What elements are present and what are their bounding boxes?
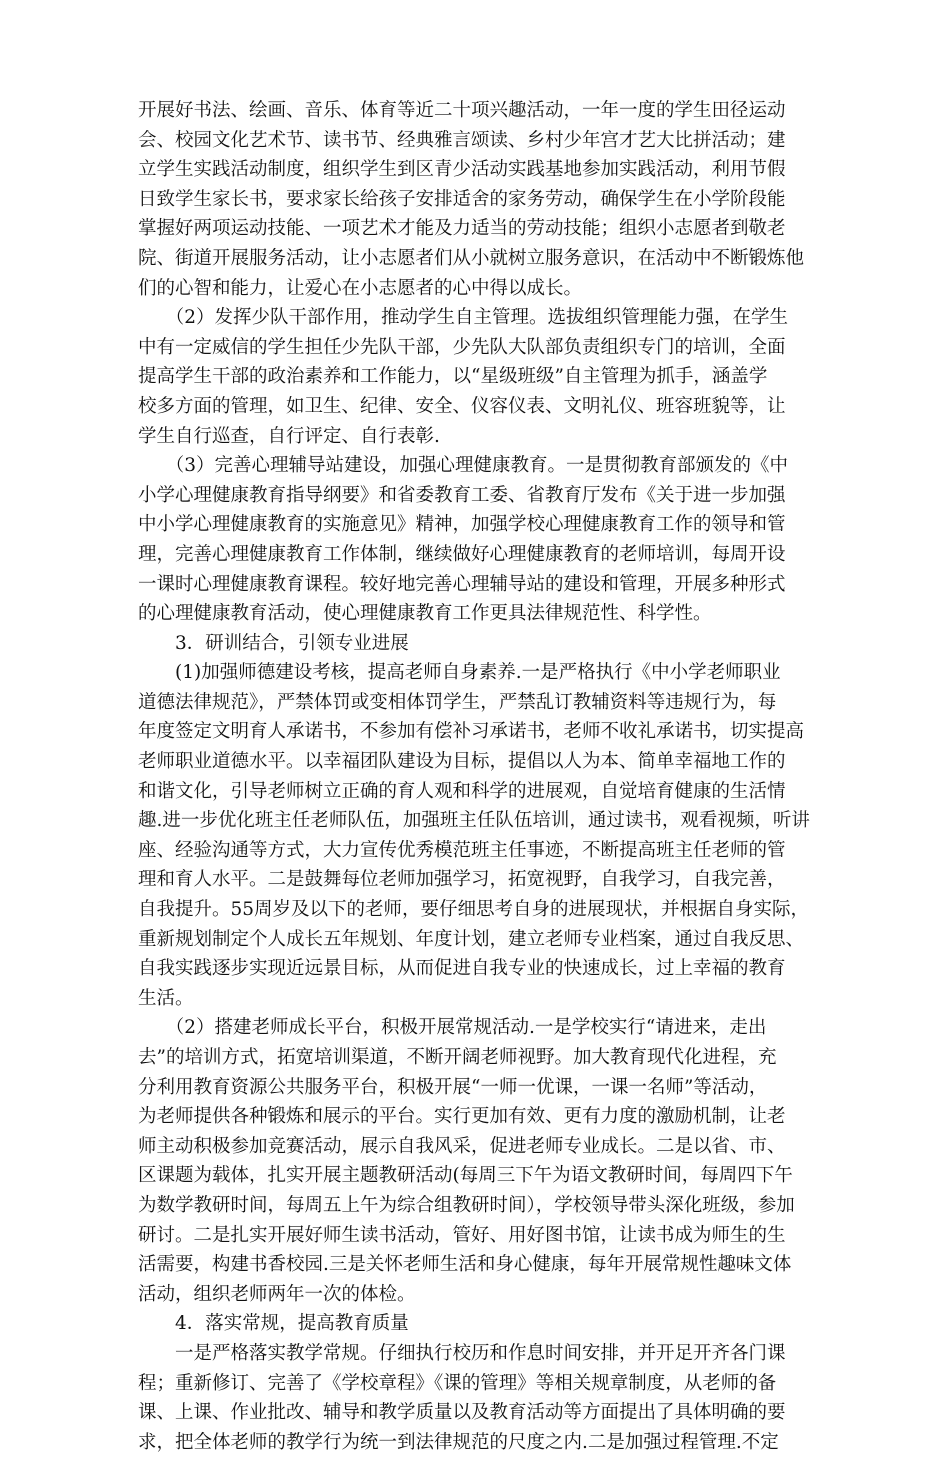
text-line: 年度签定文明育人承诺书，不参加有偿补习承诺书，老师不收礼承诺书，切实提高 bbox=[138, 721, 805, 743]
text-line: 活需要，构建书香校园.三是关怀老师生活和身心健康，每年开展常规性趣味文体 bbox=[138, 1254, 792, 1276]
document-body bbox=[138, 96, 828, 1457]
text-line: 学生自行巡查，自行评定、自行表彰. bbox=[138, 425, 440, 447]
text-line: 一是严格落实教学常规。仔细执行校历和作息时间安排，并开足开齐各门课 bbox=[138, 1342, 786, 1364]
text-line: 会、校园文化艺术节、读书节、经典雅言颂读、乡村少年宫才艺大比拼活动；建 bbox=[138, 129, 786, 151]
text-line: 中有一定威信的学生担任少先队干部，少先队大队部负责组织专门的培训，全面 bbox=[138, 336, 786, 358]
text-line: 提高学生干部的政治素养和工作能力，以“星级班级”自主管理为抓手，涵盖学 bbox=[138, 366, 768, 388]
text-line: 们的心智和能力，让爱心在小志愿者的心中得以成长。 bbox=[138, 277, 583, 299]
text-line: （2）搭建老师成长平台，积极开展常规活动.一是学校实行“请进来，走出 bbox=[138, 1017, 767, 1039]
text-line: 的心理健康教育活动，使心理健康教育工作更具法律规范性、科学性。 bbox=[138, 603, 712, 625]
text-line: 开展好书法、绘画、音乐、体育等近二十项兴趣活动，一年一度的学生田径运动 bbox=[138, 100, 786, 121]
text-line: 理，完善心理健康教育工作体制，继续做好心理健康教育的老师培训，每周开设 bbox=[138, 543, 786, 565]
text-line: 研讨。二是扎实开展好师生读书活动，管好、用好图书馆，让读书成为师生的生 bbox=[138, 1224, 786, 1246]
text-line: 立学生实践活动制度，组织学生到区青少活动实践基地参加实践活动，利用节假 bbox=[138, 159, 786, 181]
text-line: 为老师提供各种锻炼和展示的平台。实行更加有效、更有力度的激励机制，让老 bbox=[138, 1106, 786, 1128]
text-line: 小学心理健康教育指导纲要》和省委教育工委、省教育厅发布《关于进一步加强 bbox=[138, 484, 786, 506]
text-line: 院、街道开展服务活动，让小志愿者们从小就树立服务意识，在活动中不断锻炼他 bbox=[138, 247, 805, 269]
text-line: 师主动积极参加竞赛活动，展示自我风采，促进老师专业成长。二是以省、市、 bbox=[138, 1135, 786, 1157]
section-heading: 4．落实常规，提高教育质量 bbox=[138, 1313, 409, 1335]
text-line: 活动，组织老师两年一次的体检。 bbox=[138, 1283, 416, 1305]
text-line: 日致学生家长书，要求家长给孩子安排适舍的家务劳动，确保学生在小学阶段能 bbox=[138, 188, 786, 210]
text-line: 掌握好两项运动技能、一项艺术才能及力适当的劳动技能；组织小志愿者到敬老 bbox=[138, 218, 786, 240]
section-heading: 3．研训结合，引领专业进展 bbox=[138, 632, 409, 654]
text-line: 理和育人水平。二是鼓舞每位老师加强学习，拓宽视野，自我学习，自我完善， bbox=[138, 869, 786, 891]
text-line: 程；重新修订、完善了《学校章程》《课的管理》等相关规章制度，从老师的备 bbox=[138, 1372, 777, 1394]
text-line: 座、经验沟通等方式，大力宣传优秀模范班主任事迹，不断提高班主任老师的管 bbox=[138, 839, 786, 861]
text-line: 校多方面的管理，如卫生、纪律、安全、仪容仪表、文明礼仪、班容班貌等，让 bbox=[138, 395, 786, 417]
text-line: 分利用教育资源公共服务平台，积极开展“一师一优课，一课一名师”等活动， bbox=[138, 1076, 768, 1098]
text-line: 自我提升。55周岁及以下的老师，要仔细思考自身的进展现状，并根据自身实际， bbox=[138, 899, 810, 921]
text-line: 老师职业道德水平。以幸福团队建设为目标，提倡以人为本、简单幸福地工作的 bbox=[138, 751, 786, 773]
text-line: 去”的培训方式，拓宽培训渠道，不断开阔老师视野。加大教育现代化进程，充 bbox=[138, 1047, 777, 1068]
text-line: 一课时心理健康教育课程。较好地完善心理辅导站的建设和管理，开展多种形式 bbox=[138, 573, 786, 595]
text-line: 道德法律规范》，严禁体罚或变相体罚学生，严禁乱订教辅资料等违规行为，每 bbox=[138, 691, 777, 713]
text-line: 趣.进一步优化班主任老师队伍，加强班主任队伍培训，通过读书，观看视频，听讲 bbox=[138, 810, 810, 832]
text-line: 自我实践逐步实现近远景目标，从而促进自我专业的快速成长，过上幸福的教育 bbox=[138, 958, 786, 980]
text-line: 生活。 bbox=[138, 987, 194, 1009]
text-line: 区课题为载体，扎实开展主题教研活动(每周三下午为语文教研时间，每周四下午 bbox=[138, 1165, 793, 1187]
text-line: （3）完善心理辅导站建设，加强心理健康教育。一是贯彻教育部颁发的《中 bbox=[138, 455, 789, 477]
text-line: 中小学心理健康教育的实施意见》精神，加强学校心理健康教育工作的领导和管 bbox=[138, 514, 786, 536]
text-line: 求，把全体老师的教学行为统一到法律规范的尺度之内.二是加强过程管理.不定 bbox=[138, 1431, 779, 1453]
text-line: （2）发挥少队干部作用，推动学生自主管理。选拔组织管理能力强，在学生 bbox=[138, 307, 789, 329]
text-line: 课、上课、作业批改、辅导和教学质量以及教育活动等方面提出了具体明确的要 bbox=[138, 1402, 786, 1424]
text-line: 为数学教研时间，每周五上午为综合组教研时间），学校领导带头深化班级，参加 bbox=[138, 1194, 795, 1216]
text-line: 重新规划制定个人成长五年规划、年度计划，建立老师专业档案，通过自我反思、 bbox=[138, 928, 805, 950]
text-line: 和谐文化，引导老师树立正确的育人观和科学的进展观，自觉培育健康的生活情 bbox=[138, 780, 786, 802]
text-line: (1)加强师德建设考核，提高老师自身素养.一是严格执行《中小学老师职业 bbox=[138, 662, 781, 684]
